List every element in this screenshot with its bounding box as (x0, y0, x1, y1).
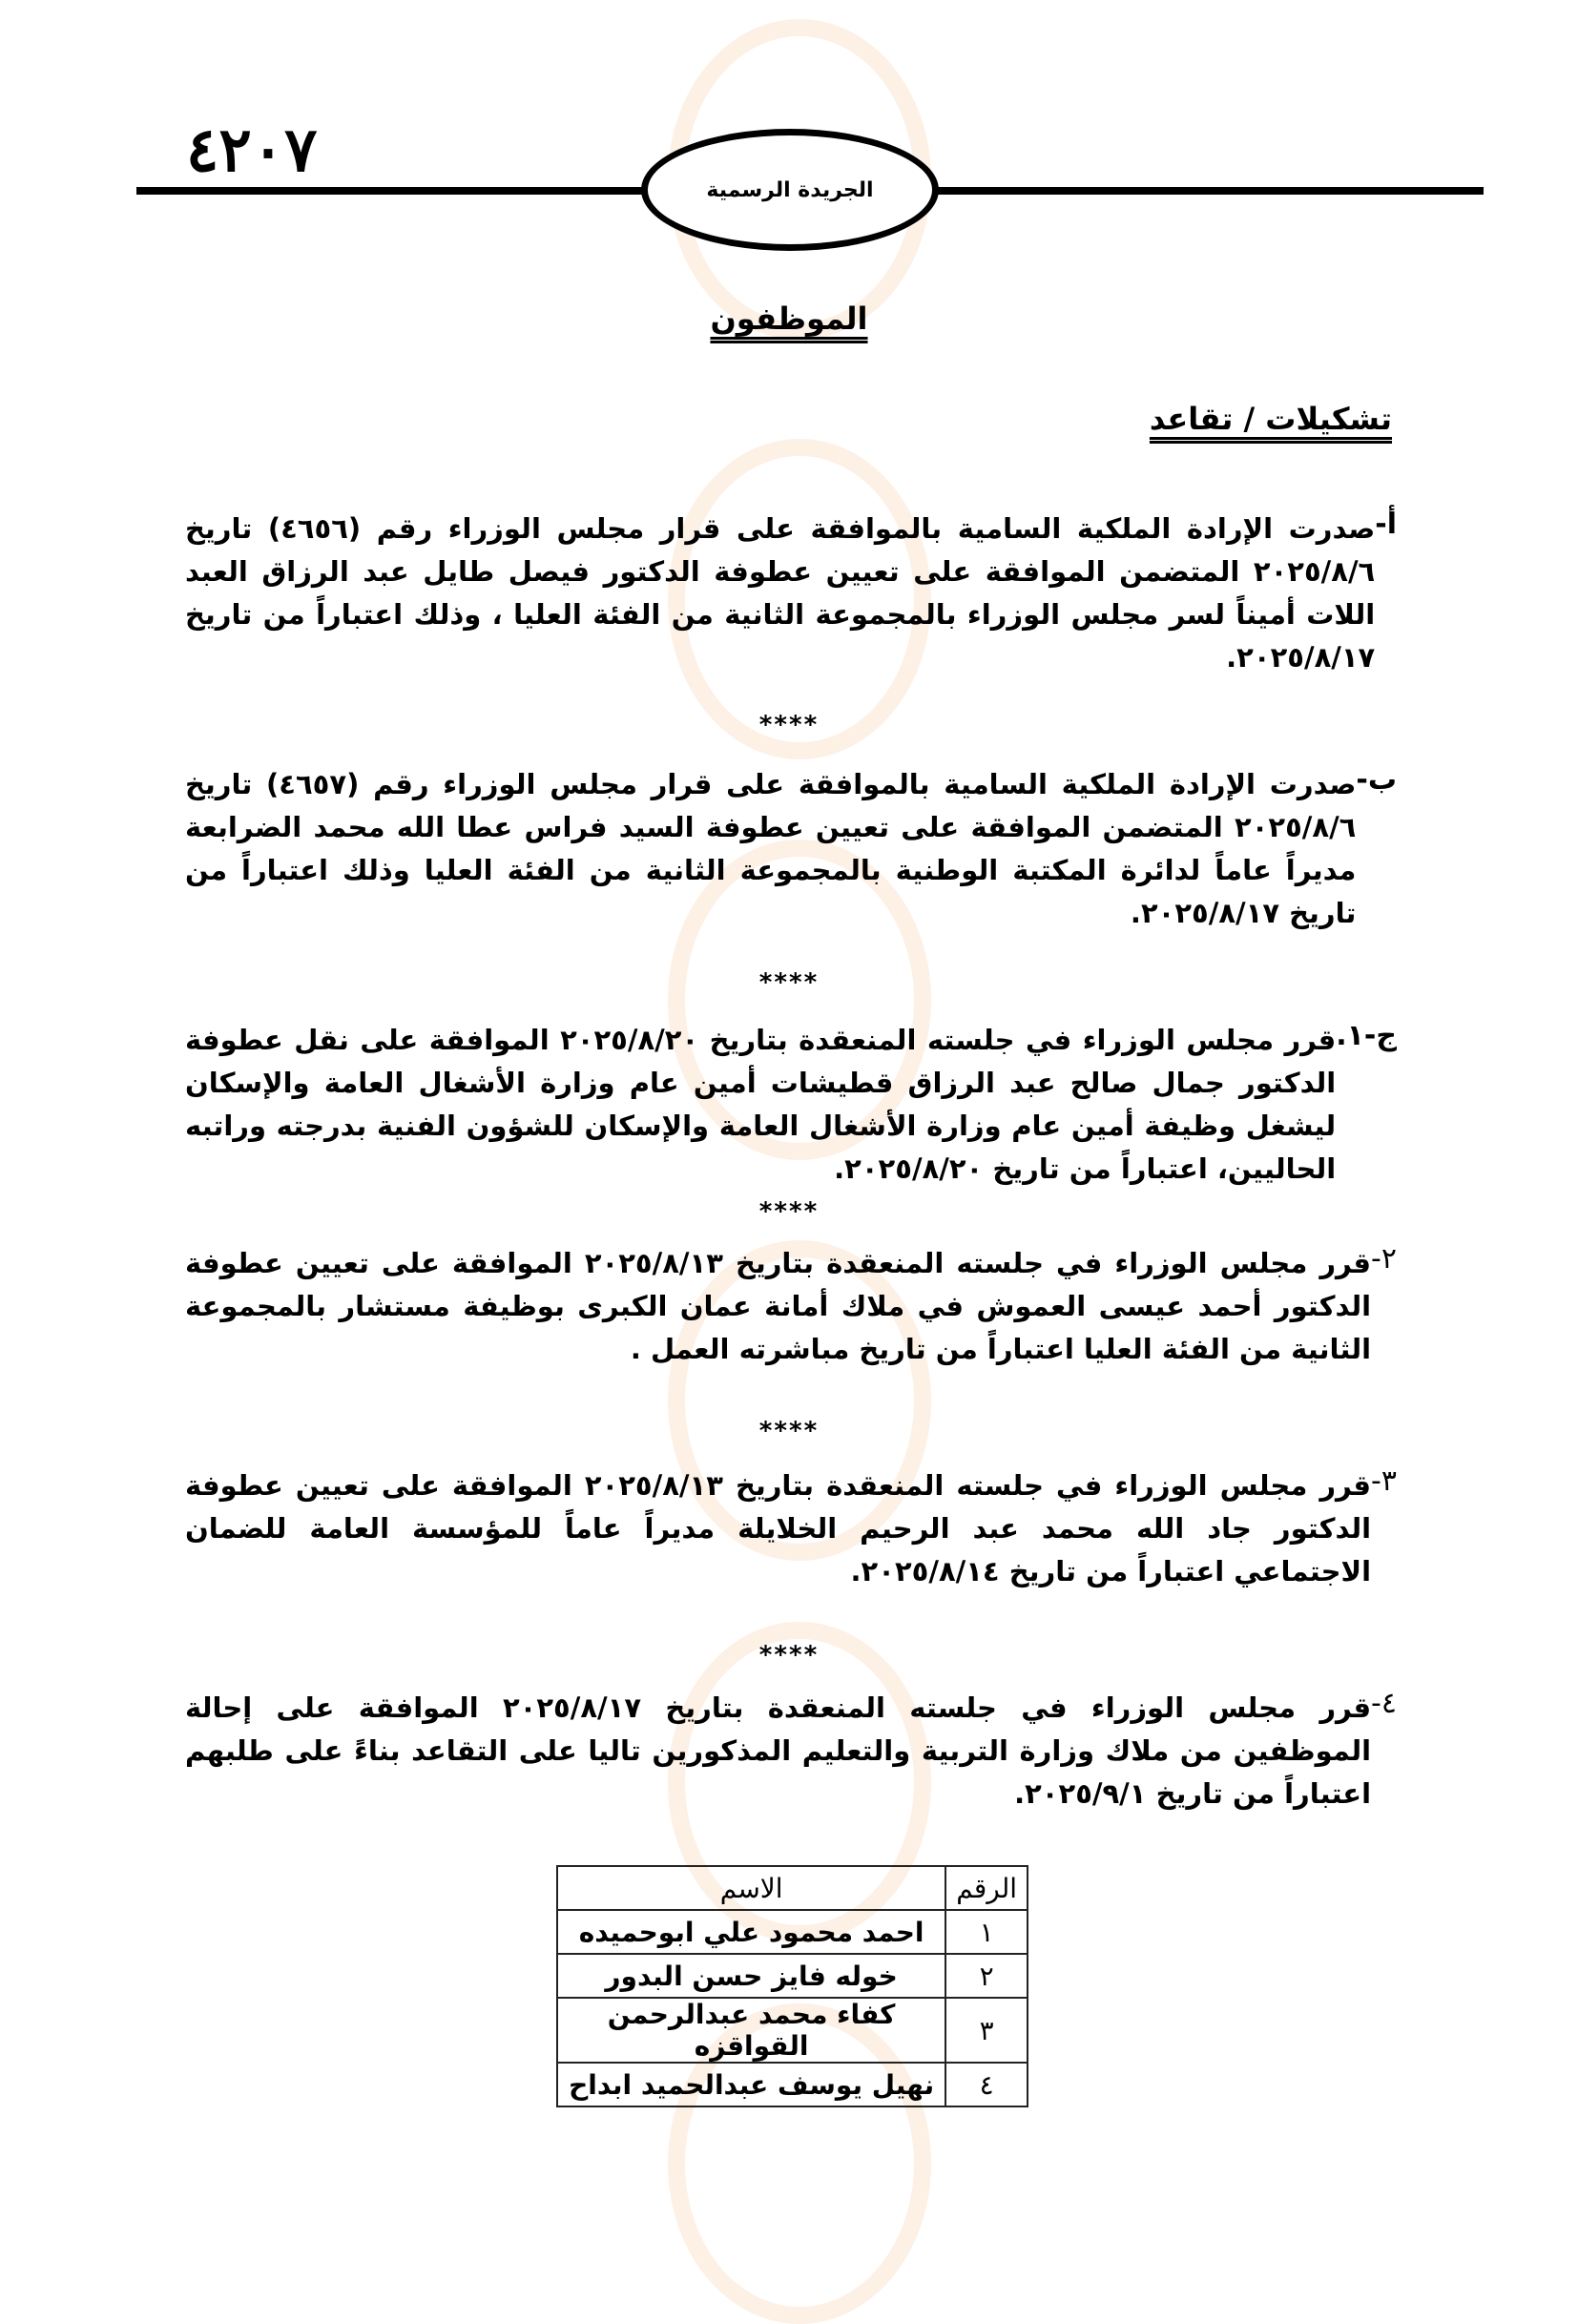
paragraph-c3 (185, 1464, 1397, 1593)
table-header-row (557, 1866, 1028, 1910)
paragraph-c2 (185, 1242, 1397, 1371)
separator: **** (758, 1641, 820, 1670)
paragraph-label: ج-١. (1336, 1019, 1397, 1052)
row-name: كفاء محمد عبدالرحمن القواقزه (557, 1998, 945, 2063)
page-title-text: الموظفون (710, 301, 868, 337)
paragraph-label: أ- (1375, 508, 1397, 541)
paragraph-text: صدرت الإرادة الملكية السامية بالموافقة على قرار مجلس الوزراء رقم (٤٦٥٧) تاريخ ٢٠٢٥/٨/٦ المتضمن الموافقة على تعيين عطوفة السيد فراس عطا الله محمد الضرابعة مديراً عاماً لدائرة المكتبة الوطنية بالمجموعة الثانية من الفئة العليا وذلك اعتباراً من تاريخ ٢٠٢٥/٨/١٧. (185, 768, 1357, 929)
paragraph-label: ٤- (1371, 1687, 1397, 1720)
header-rule-left (136, 187, 652, 195)
paragraph-c4 (185, 1687, 1397, 1816)
retirees-table (556, 1865, 1028, 2107)
row-number: ٣ (945, 1998, 1028, 2063)
paragraph-label: ب- (1356, 763, 1397, 797)
paragraph-label: ٣- (1371, 1464, 1397, 1498)
paragraph-text: قرر مجلس الوزراء في جلسته المنعقدة بتاريخ ٢٠٢٥/٨/٢٠ الموافقة على نقل عطوفة الدكتور جمال صالح عبد الرزاق قطيشات أمين عام وزارة الأشغال العامة والإسكان ليشغل وظيفة أمين عام وزارة الأشغال العامة والإسكان للشؤون الفنية بدرجته وراتبه الحاليين، اعتباراً من تاريخ ٢٠٢٥/٨/٢٠. (185, 1024, 1337, 1185)
paragraph-text: صدرت الإرادة الملكية السامية بالموافقة على قرار مجلس الوزراء رقم (٤٦٥٦) تاريخ ٢٠٢٥/٨/٦ المتضمن الموافقة على تعيين عطوفة الدكتور فيصل طايل عبد الرزاق العبد اللات أميناً لسر مجلس الوزراء بالمجموعة الثانية من الفئة العليا ، وذلك اعتباراً من تاريخ ٢٠٢٥/٨/١٧. (185, 512, 1376, 674)
paragraph-text: قرر مجلس الوزراء في جلسته المنعقدة بتاريخ ٢٠٢٥/٨/١٣ الموافقة على تعيين عطوفة الدكتور أحمد عيسى العموش في ملاك أمانة عمان الكبرى بوظيفة مستشار بالمجموعة الثانية من الفئة العليا اعتباراً من تاريخ مباشرته العمل . (185, 1247, 1372, 1365)
row-number: ٢ (945, 1954, 1028, 1998)
section-heading: تشكيلات / تقاعد (1149, 401, 1392, 437)
table-row (557, 1998, 1028, 2063)
header-rule-right (930, 187, 1484, 195)
paragraph-c1 (185, 1019, 1397, 1191)
separator: **** (758, 711, 820, 739)
gazette-name: الجريدة الرسمية (706, 177, 874, 202)
page-number: ٤٢٠٧ (186, 114, 318, 186)
column-header-number: الرقم (945, 1866, 1028, 1910)
paragraph-label: ٢- (1371, 1242, 1397, 1276)
column-header-name: الاسم (557, 1866, 945, 1910)
paragraph-text: قرر مجلس الوزراء في جلسته المنعقدة بتاريخ ٢٠٢٥/٨/١٣ الموافقة على تعيين عطوفة الدكتور جاد الله محمد عبد الرحيم الخلايلة مديراً عاماً للمؤسسة العامة للضمان الاجتماعي اعتباراً من تاريخ ٢٠٢٥/٨/١٤. (185, 1469, 1372, 1587)
row-name: احمد محمود علي ابوحميده (557, 1910, 945, 1954)
separator: **** (758, 1417, 820, 1445)
paragraph-text: قرر مجلس الوزراء في جلسته المنعقدة بتاريخ ٢٠٢٥/٨/١٧ الموافقة على إحالة الموظفين من ملاك وزارة التربية والتعليم المذكورين تاليا على التقاعد بناءً على طلبهم اعتباراً من تاريخ ٢٠٢٥/٩/١. (185, 1691, 1372, 1810)
row-number: ٤ (945, 2063, 1028, 2106)
table-row (557, 1910, 1028, 1954)
row-name: نهيل يوسف عبدالحميد ابداح (557, 2063, 945, 2106)
page-title (0, 301, 1578, 337)
table-row (557, 1954, 1028, 1998)
row-number: ١ (945, 1910, 1028, 1954)
gazette-badge (641, 129, 939, 251)
paragraph-a (185, 508, 1397, 679)
row-name: خوله فايز حسن البدور (557, 1954, 945, 1998)
paragraph-b (185, 763, 1397, 935)
table-row (557, 2063, 1028, 2106)
separator: **** (758, 968, 820, 997)
separator: **** (758, 1197, 820, 1226)
